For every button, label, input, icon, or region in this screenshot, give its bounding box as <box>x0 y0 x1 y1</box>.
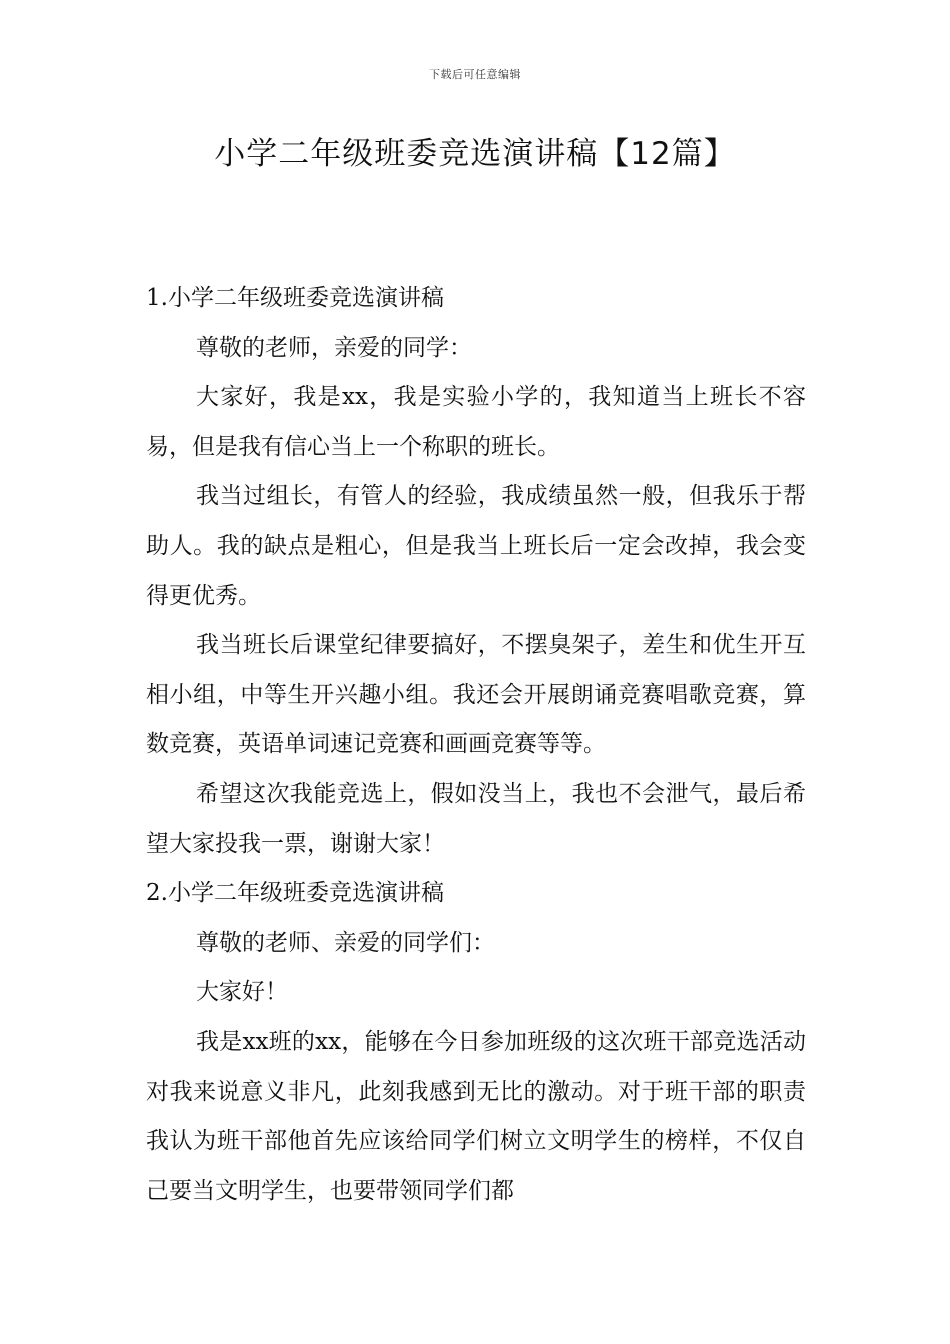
salutation: 尊敬的老师，亲爱的同学： <box>196 334 472 361</box>
body-paragraph: 我是xx班的xx，能够在今日参加班级的这次班干部竞选活动对我来说意义非凡，此刻我感到无比的激动。对于班干部的职责我认为班干部他首先应该给同学们树立文明学生的榜样，不仅自己要当文明学生，也要带领同学们都 <box>146 1028 806 1204</box>
document-body <box>146 274 806 1216</box>
section-heading: 2.小学二年级班委竞选演讲稿 <box>146 880 444 907</box>
greeting: 大家好！ <box>196 979 288 1006</box>
body-paragraph: 大家好，我是xx，我是实验小学的，我知道当上班长不容易，但是我有信心当上一个称职的班长。 <box>146 384 806 460</box>
document-title: 小学二年级班委竞选演讲稿【12篇】 <box>214 136 736 172</box>
body-paragraph: 我当过组长，有管人的经验，我成绩虽然一般，但我乐于帮助人。我的缺点是粗心，但是我当上班长后一定会改掉，我会变得更优秀。 <box>146 483 806 609</box>
salutation: 尊敬的老师、亲爱的同学们： <box>196 929 495 956</box>
header-note: 下载后可任意编辑 <box>429 68 521 81</box>
body-paragraph: 希望这次我能竞选上，假如没当上，我也不会泄气，最后希望大家投我一票，谢谢大家！ <box>146 780 806 857</box>
section-heading: 1.小学二年级班委竞选演讲稿 <box>146 285 444 311</box>
body-paragraph: 我当班长后课堂纪律要搞好，不摆臭架子，差生和优生开互相小组，中等生开兴趣小组。我还会开展朗诵竞赛唱歌竞赛，算数竞赛，英语单词速记竞赛和画画竞赛等等。 <box>146 632 806 758</box>
